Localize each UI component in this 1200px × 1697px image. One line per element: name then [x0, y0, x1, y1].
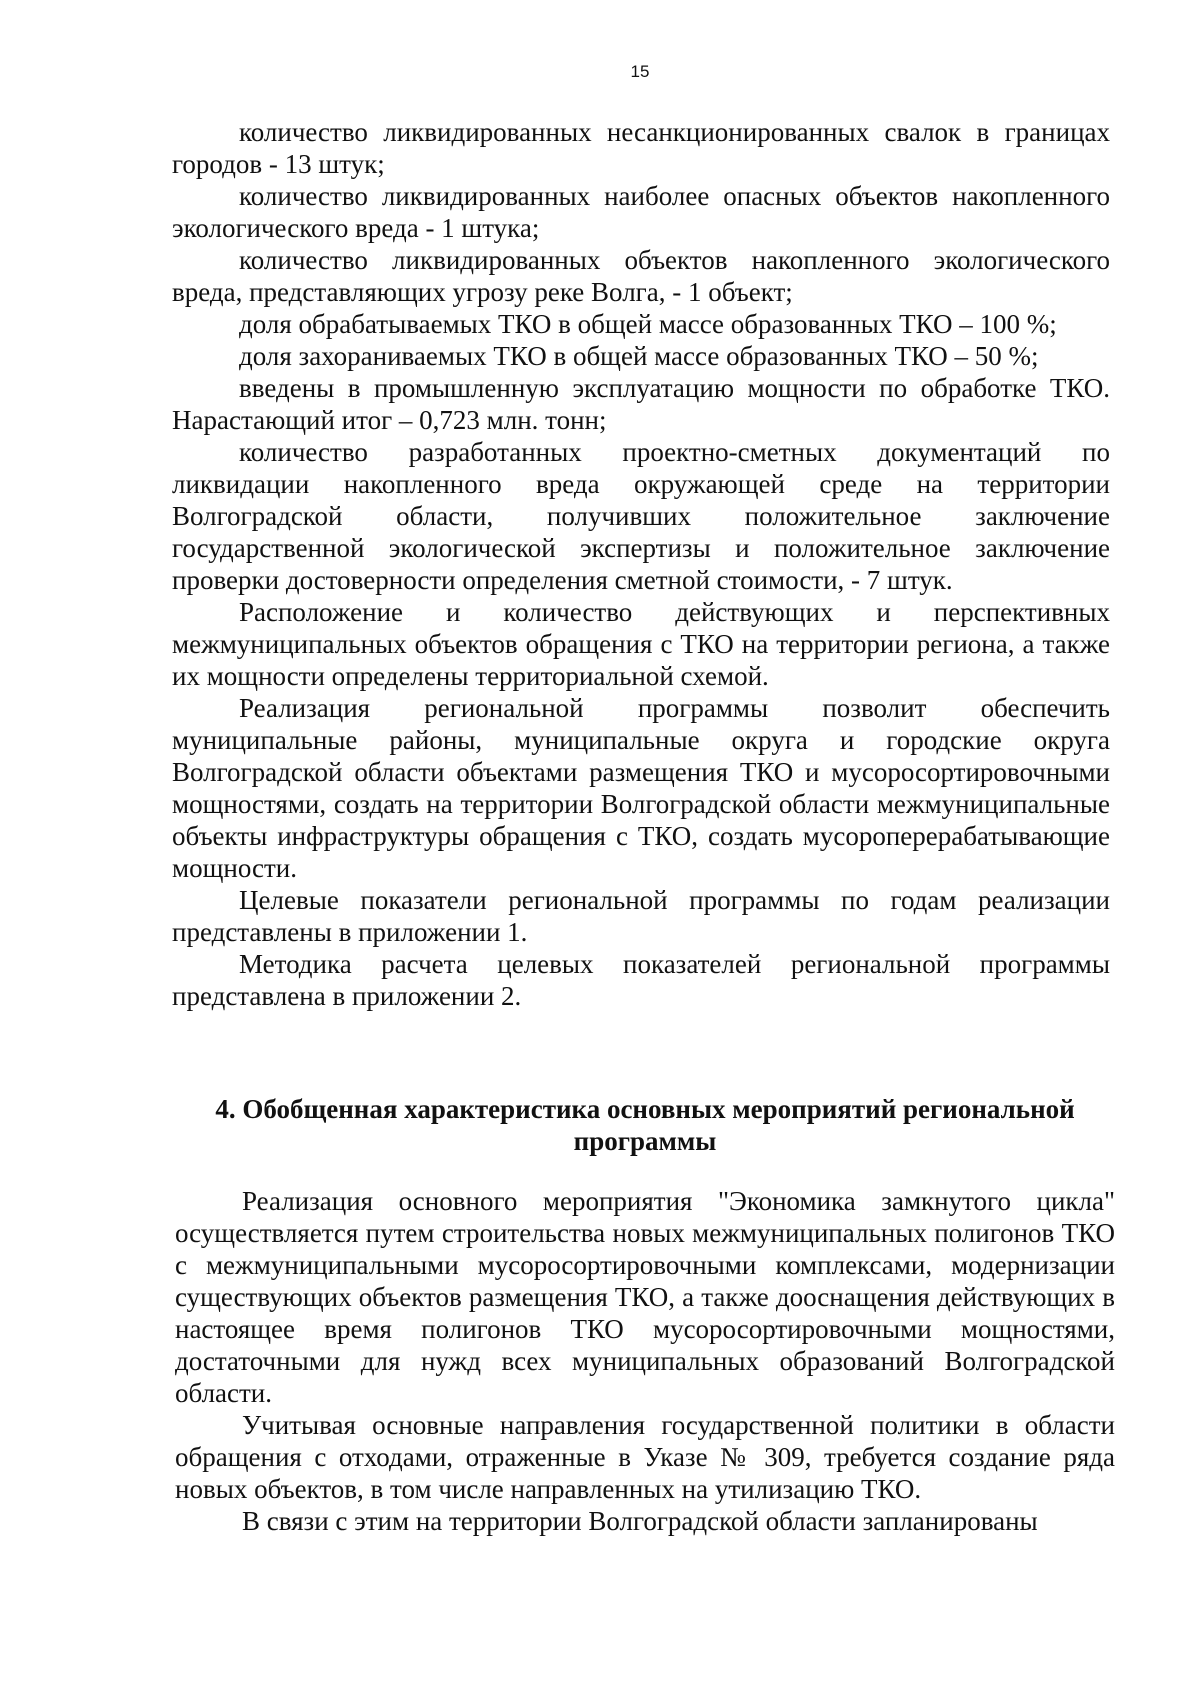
- paragraph: количество ликвидированных несанкционированных свалок в границах городов - 13 штук;: [172, 117, 1110, 179]
- paragraph: количество ликвидированных объектов накопленного экологического вреда, представляющих угрозу реке Волга, - 1 объект;: [172, 245, 1110, 307]
- page-number: 15: [630, 62, 650, 81]
- paragraph: Методика расчета целевых показателей региональной программы представлена в приложении 2.: [172, 949, 1110, 1011]
- paragraph: Реализация региональной программы позволит обеспечить муниципальные районы, муниципальные округа и городские округа Волгоградской области объектами размещения ТКО и мусоросортировочными мощностями, создать на территории Волгоградской области межмуниципальные объекты инфраструктуры обращения с ТКО, создать мусороперерабатывающие мощности.: [172, 693, 1110, 883]
- top-text-block: [172, 116, 1110, 1012]
- bottom-text-block: [175, 1185, 1115, 1537]
- paragraph: Учитывая основные направления государственной политики в области обращения с отходами, отраженные в Указе № 309, требуется создание ряда новых объектов, в том числе направленных на утилизацию ТКО.: [175, 1410, 1115, 1504]
- paragraph: количество ликвидированных наиболее опасных объектов накопленного экологического вреда - 1 штука;: [172, 181, 1110, 243]
- paragraph: В связи с этим на территории Волгоградской области запланированы: [242, 1506, 1038, 1536]
- paragraph: количество разработанных проектно-сметных документаций по ликвидации накопленного вреда окружающей среде на территории Волгоградской области, получивших положительное заключение государственной экологической экспертизы и положительное заключение проверки достоверности определения сметной стоимости, - 7 штук.: [172, 437, 1110, 595]
- section-heading: 4. Обобщенная характеристика основных мероприятий региональной программы: [215, 1094, 1075, 1156]
- paragraph: введены в промышленную эксплуатацию мощности по обработке ТКО. Нарастающий итог – 0,723 млн. тонн;: [172, 373, 1110, 435]
- paragraph: доля обрабатываемых ТКО в общей массе образованных ТКО – 100 %;: [239, 309, 1057, 339]
- paragraph: Реализация основного мероприятия "Экономика замкнутого цикла" осуществляется путем строительства новых межмуниципальных полигонов ТКО с межмуниципальными мусоросортировочными комплексами, модернизации существующих объектов размещения ТКО, а также дооснащения действующих в настоящее время полигонов ТКО мусоросортировочными мощностями, достаточными для нужд всех муниципальных образований Волгоградской области.: [175, 1186, 1115, 1408]
- paragraph: Расположение и количество действующих и перспективных межмуниципальных объектов обращения с ТКО на территории региона, а также их мощности определены территориальной схемой.: [172, 597, 1110, 691]
- paragraph: доля захораниваемых ТКО в общей массе образованных ТКО – 50 %;: [239, 341, 1039, 371]
- paragraph: Целевые показатели региональной программы по годам реализации представлены в приложении 1.: [172, 885, 1110, 947]
